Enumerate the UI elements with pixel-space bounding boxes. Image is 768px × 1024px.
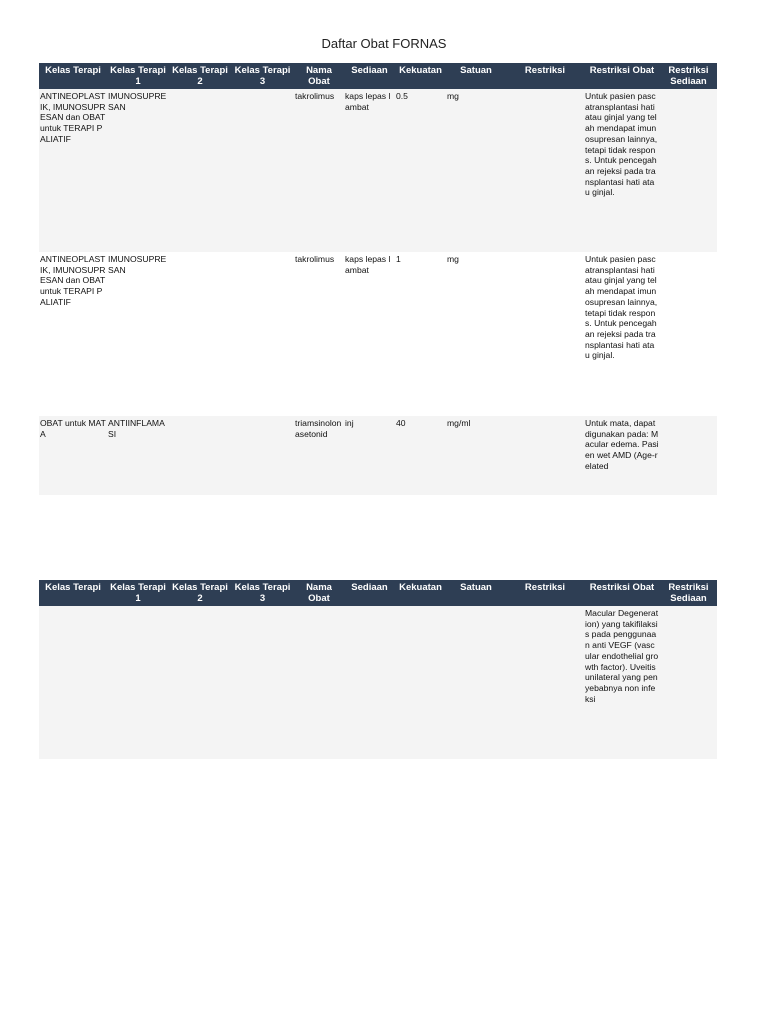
cell-restriksi-obat: Macular Degeneration) yang takifilaksis pada penggunaan anti VEGF (vascular endothelial growth factor). Uveitis unilateral yang penyebabnya non infeksi <box>584 606 660 759</box>
cell-satuan <box>446 606 506 759</box>
col-kekuatan: Kekuatan <box>395 63 446 89</box>
cell-restriksi-sediaan <box>660 606 717 759</box>
table-header-row <box>39 63 717 89</box>
cell-sediaan <box>344 606 395 759</box>
table-row <box>39 606 717 759</box>
cell-kelas-terapi-2 <box>169 89 231 252</box>
col-satuan: Satuan <box>446 580 506 606</box>
col-kelas-terapi-3: Kelas Terapi 3 <box>231 580 294 606</box>
col-kelas-terapi-1: Kelas Terapi 1 <box>107 580 169 606</box>
cell-restriksi-sediaan <box>660 89 717 252</box>
cell-kekuatan: 1 <box>395 252 446 416</box>
cell-kelas-terapi-1: IMUNOSUPRESAN <box>107 252 169 416</box>
cell-nama-obat <box>294 606 344 759</box>
page-title: Daftar Obat FORNAS <box>321 36 447 51</box>
col-restriksi-obat: Restriksi Obat <box>584 63 660 89</box>
cell-kelas-terapi-2 <box>169 416 231 495</box>
cell-kelas-terapi: ANTINEOPLASTIK, IMUNOSUPRESAN dan OBAT untuk TERAPI PALIATIF <box>39 252 107 416</box>
col-sediaan: Sediaan <box>344 63 395 89</box>
cell-kelas-terapi-3 <box>231 416 294 495</box>
cell-kelas-terapi-3 <box>231 252 294 416</box>
cell-restriksi <box>506 252 584 416</box>
col-nama-obat: Nama Obat <box>294 63 344 89</box>
cell-kekuatan: 0.5 <box>395 89 446 252</box>
col-kelas-terapi-2: Kelas Terapi 2 <box>169 580 231 606</box>
cell-restriksi-obat: Untuk pasien pascatransplantasi hati atau ginjal yang telah mendapat imunosupresan lainnya, tetapi tidak respons. Untuk pencegahan rejeksi pada transplantasi hati atau ginjal. <box>584 252 660 416</box>
cell-kelas-terapi-3 <box>231 606 294 759</box>
cell-satuan: mg <box>446 252 506 416</box>
cell-kekuatan: 40 <box>395 416 446 495</box>
cell-satuan: mg <box>446 89 506 252</box>
col-sediaan: Sediaan <box>344 580 395 606</box>
cell-nama-obat: triamsinolon asetonid <box>294 416 344 495</box>
cell-restriksi <box>506 416 584 495</box>
cell-kelas-terapi: OBAT untuk MATA <box>39 416 107 495</box>
col-nama-obat: Nama Obat <box>294 580 344 606</box>
cell-sediaan: kaps lepas lambat <box>344 89 395 252</box>
cell-nama-obat: takrolimus <box>294 89 344 252</box>
cell-kelas-terapi <box>39 606 107 759</box>
col-restriksi-sediaan: Restriksi Sediaan <box>660 580 717 606</box>
col-kelas-terapi: Kelas Terapi <box>39 63 107 89</box>
cell-nama-obat: takrolimus <box>294 252 344 416</box>
cell-kelas-terapi-2 <box>169 252 231 416</box>
col-restriksi: Restriksi <box>506 63 584 89</box>
cell-kekuatan <box>395 606 446 759</box>
cell-restriksi-sediaan <box>660 416 717 495</box>
cell-restriksi <box>506 89 584 252</box>
cell-restriksi-obat: Untuk mata, dapat digunakan pada: Macular edema. Pasien wet AMD (Age-related <box>584 416 660 495</box>
cell-sediaan: inj <box>344 416 395 495</box>
cell-restriksi-sediaan <box>660 252 717 416</box>
drug-table <box>39 63 717 495</box>
cell-kelas-terapi-3 <box>231 89 294 252</box>
table-row <box>39 252 717 416</box>
table-row <box>39 89 717 252</box>
table-row <box>39 416 717 495</box>
cell-sediaan: kaps lepas lambat <box>344 252 395 416</box>
col-satuan: Satuan <box>446 63 506 89</box>
col-restriksi-obat: Restriksi Obat <box>584 580 660 606</box>
cell-kelas-terapi-2 <box>169 606 231 759</box>
col-restriksi: Restriksi <box>506 580 584 606</box>
cell-kelas-terapi-1: ANTIINFLAMASI <box>107 416 169 495</box>
cell-kelas-terapi: ANTINEOPLASTIK, IMUNOSUPRESAN dan OBAT untuk TERAPI PALIATIF <box>39 89 107 252</box>
col-kelas-terapi-1: Kelas Terapi 1 <box>107 63 169 89</box>
col-restriksi-sediaan: Restriksi Sediaan <box>660 63 717 89</box>
cell-restriksi-obat: Untuk pasien pascatransplantasi hati atau ginjal yang telah mendapat imunosupresan lainnya, tetapi tidak respons. Untuk pencegahan rejeksi pada transplantasi hati atau ginjal. <box>584 89 660 252</box>
cell-kelas-terapi-1: IMUNOSUPRESAN <box>107 89 169 252</box>
col-kelas-terapi-3: Kelas Terapi 3 <box>231 63 294 89</box>
col-kelas-terapi: Kelas Terapi <box>39 580 107 606</box>
col-kekuatan: Kekuatan <box>395 580 446 606</box>
cell-satuan: mg/ml <box>446 416 506 495</box>
col-kelas-terapi-2: Kelas Terapi 2 <box>169 63 231 89</box>
cell-kelas-terapi-1 <box>107 606 169 759</box>
cell-restriksi <box>506 606 584 759</box>
drug-table-continued <box>39 580 717 759</box>
table-header-row <box>39 580 717 606</box>
